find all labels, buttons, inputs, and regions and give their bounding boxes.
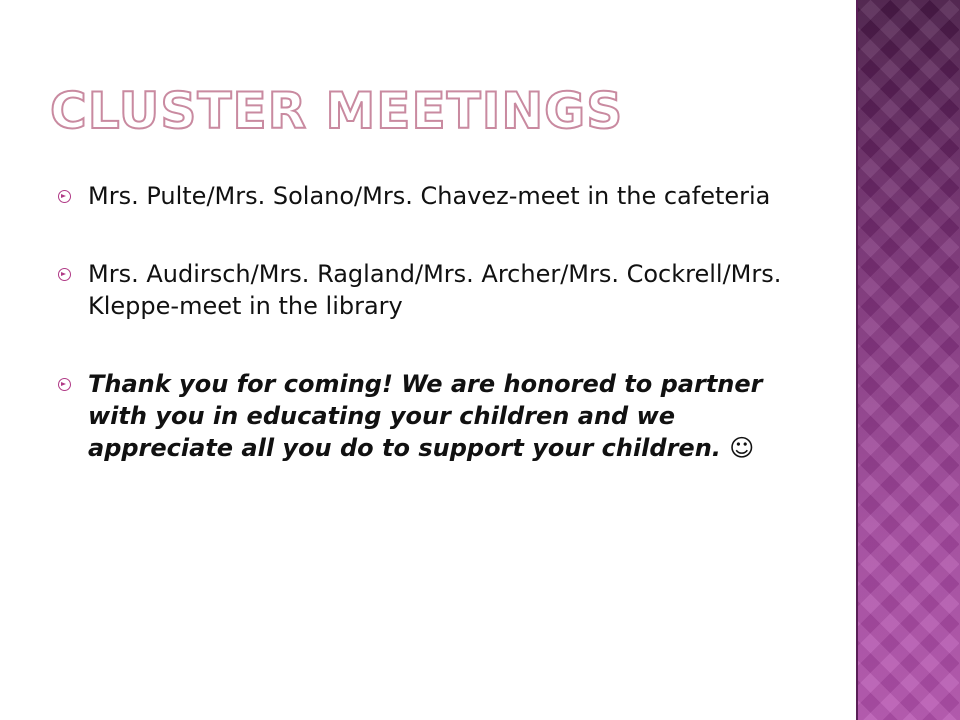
bullet-text: Thank you for coming! We are honored to partner with you in educating your children and we appreciate all you do to support your children. [88, 370, 763, 462]
bullet-item [58, 180, 798, 212]
bullet-text: Mrs. Audirsch/Mrs. Ragland/Mrs. Archer/Mrs. Cockrell/Mrs. Kleppe-meet in the library [88, 260, 782, 320]
circled-arrow-icon [58, 268, 71, 281]
smiley-face-icon: ☺ [729, 434, 755, 462]
bullet-item [58, 368, 798, 464]
circled-arrow-icon [58, 190, 71, 203]
bullet-list [58, 180, 798, 510]
bullet-item [58, 258, 798, 322]
bullet-text: Mrs. Pulte/Mrs. Solano/Mrs. Chavez-meet in the cafeteria [88, 182, 771, 210]
slide-title: CLUSTER MEETINGS [50, 82, 624, 140]
circled-arrow-icon [58, 378, 71, 391]
decorative-side-panel [856, 0, 960, 720]
